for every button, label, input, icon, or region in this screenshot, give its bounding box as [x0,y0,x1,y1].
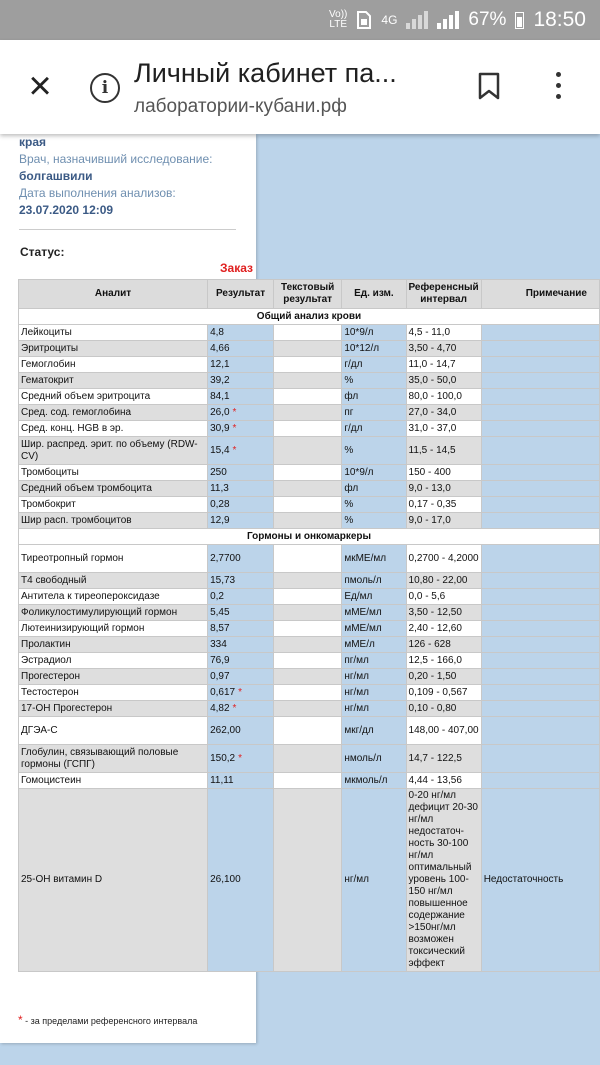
out-of-range-flag: * [232,406,237,418]
reference-interval: 4,5 - 11,0 [406,325,481,341]
col-reference: Референсный интервал [406,280,481,309]
result-cell [208,621,274,637]
unit: 10*9/л [342,465,406,481]
result-cell [208,373,274,389]
result-cell [208,573,274,589]
reference-interval: 0,2700 - 4,2000 [406,545,481,573]
analyte-name: Антитела к тиреопероксидазе [19,589,208,605]
note [481,653,599,669]
note [481,545,599,573]
table-row [19,669,600,685]
out-of-range-flag: * [232,444,237,456]
result-cell [208,773,274,789]
table-row [19,421,600,437]
text-result [274,481,342,497]
result-cell [208,421,274,437]
reference-interval: 9,0 - 17,0 [406,513,481,529]
analyte-name: Тестостерон [19,685,208,701]
text-result [274,573,342,589]
bookmark-icon[interactable] [478,72,500,100]
table-row [19,685,600,701]
result-value: 0,97 [210,670,230,682]
note [481,589,599,605]
table-row [19,405,600,421]
result-value: 4,82 [210,702,230,714]
result-value: 150,2 [210,752,236,764]
text-result [274,653,342,669]
result-cell [208,701,274,717]
results-table [18,279,600,972]
table-row [19,481,600,497]
table-row [19,437,600,465]
reference-interval: 11,5 - 14,5 [406,437,481,465]
table-row [19,513,600,529]
note [481,405,599,421]
note [481,481,599,497]
unit: Ед/мл [342,589,406,605]
section-row [19,529,600,545]
table-row [19,701,600,717]
result-cell [208,357,274,373]
analyte-name: 17-ОН Прогестерон [19,701,208,717]
result-value: 250 [210,466,227,478]
status-label: Статус: [20,245,65,259]
unit: г/дл [342,357,406,373]
result-cell [208,513,274,529]
battery-icon [515,12,524,29]
note [481,717,599,745]
signal-icon-2 [437,11,459,29]
section-row [19,309,600,325]
analyte-name: Лейкоциты [19,325,208,341]
unit: мкмоль/л [342,773,406,789]
order-info [19,134,212,219]
result-cell [208,465,274,481]
note [481,465,599,481]
analyte-name: Гемоглобин [19,357,208,373]
unit: мМЕ/л [342,637,406,653]
result-value: 0,617 [210,686,236,698]
table-row [19,745,600,773]
unit: мкг/дл [342,717,406,745]
result-cell [208,653,274,669]
note [481,773,599,789]
text-result [274,685,342,701]
col-unit: Ед. изм. [342,280,406,309]
note [481,497,599,513]
page-url[interactable]: лаборатории-кубани.рф [134,96,347,117]
battery-percent: 67% [468,9,507,30]
note [481,573,599,589]
text-result [274,465,342,481]
reference-interval: 35,0 - 50,0 [406,373,481,389]
analyte-name: Прогестерон [19,669,208,685]
analyte-name: Тромбоциты [19,465,208,481]
analyte-name: ДГЭА-С [19,717,208,745]
result-value: 11,11 [210,774,234,786]
table-row [19,465,600,481]
status-icons [329,0,586,40]
reference-interval: 148,00 - 407,00 [406,717,481,745]
footnote-text: - за пределами референсного интервала [22,1016,198,1026]
analyte-name: Пролактин [19,637,208,653]
result-value: 4,66 [210,342,230,354]
table-row [19,341,600,357]
more-menu-icon[interactable] [552,72,564,102]
reference-interval: 12,5 - 166,0 [406,653,481,669]
status-bar [0,0,600,40]
unit: нг/мл [342,685,406,701]
reference-interval: 0-20 нг/мл дефицит 20-30 нг/мл недостаточ-ность 30-100 нг/мл оптимальный уровень 100-150 нг/мл повышенное содержание >150нг/мл возможен токсический эффект [406,789,481,972]
text-result [274,421,342,437]
note [481,357,599,373]
unit: нг/мл [342,669,406,685]
result-value: 15,4 [210,444,230,456]
analyte-name: Т4 свободный [19,573,208,589]
text-result [274,789,342,972]
analyte-name: Тиреотропный гормон [19,545,208,573]
analyte-name: 25-ОН витамин D [19,789,208,972]
footnote-star: * [18,1013,23,1027]
text-result [274,497,342,513]
reference-interval: 31,0 - 37,0 [406,421,481,437]
reference-interval: 0,0 - 5,6 [406,589,481,605]
reference-interval: 14,7 - 122,5 [406,745,481,773]
close-icon[interactable]: × [28,64,52,108]
table-row [19,497,600,513]
text-result [274,389,342,405]
browser-toolbar [0,40,600,134]
analyte-name: Средний объем эритроцита [19,389,208,405]
note [481,437,599,465]
result-cell [208,717,274,745]
result-cell [208,589,274,605]
doctor-value: болгашвили [19,169,93,183]
unit: фл [342,481,406,497]
unit: пмоль/л [342,573,406,589]
signal-icon [406,11,428,29]
result-value: 8,57 [210,622,230,634]
table-row [19,589,600,605]
unit: мМЕ/мл [342,621,406,637]
result-value: 12,1 [210,358,230,370]
network-type: 4G [381,13,398,27]
reference-interval: 9,0 - 13,0 [406,481,481,497]
table-row [19,357,600,373]
unit: нг/мл [342,789,406,972]
analyte-name: Эстрадиол [19,653,208,669]
reference-interval: 80,0 - 100,0 [406,389,481,405]
reference-interval: 10,80 - 22,00 [406,573,481,589]
reference-interval: 0,10 - 0,80 [406,701,481,717]
result-value: 2,7700 [210,552,241,564]
reference-interval: 3,50 - 4,70 [406,341,481,357]
result-value: 26,100 [210,874,241,885]
info-icon[interactable]: i [90,73,120,103]
out-of-range-flag: * [238,686,243,698]
note [481,341,599,357]
result-cell [208,637,274,653]
result-value: 26,0 [210,406,230,418]
note [481,701,599,717]
note [481,325,599,341]
analyte-name: Тромбокрит [19,497,208,513]
unit: % [342,497,406,513]
result-cell [208,405,274,421]
result-value: 76,9 [210,654,230,666]
note [481,421,599,437]
result-value: 4,8 [210,326,224,338]
result-cell [208,669,274,685]
unit: 10*9/л [342,325,406,341]
analyte-name: Эритроциты [19,341,208,357]
result-cell [208,497,274,513]
reference-interval: 0,17 - 0,35 [406,497,481,513]
text-result [274,357,342,373]
result-cell [208,685,274,701]
text-result [274,437,342,465]
table-row [19,325,600,341]
reference-interval: 27,0 - 34,0 [406,405,481,421]
status-value: Заказ [220,261,253,275]
note [481,637,599,653]
out-of-range-flag: * [238,752,243,764]
table-row [19,389,600,405]
note [481,669,599,685]
text-result [274,373,342,389]
reference-interval: 4,44 - 13,56 [406,773,481,789]
volte-top: Vo)) [329,9,348,20]
unit: нг/мл [342,701,406,717]
result-cell [208,341,274,357]
result-cell [208,325,274,341]
reference-interval: 150 - 400 [406,465,481,481]
unit: % [342,437,406,465]
analyte-name: Лютеинизирующий гормон [19,621,208,637]
table-row [19,773,600,789]
unit: фл [342,389,406,405]
text-result [274,545,342,573]
text-result [274,325,342,341]
analyte-name: Шир. распред. эрит. по объему (RDW-CV) [19,437,208,465]
divider [19,229,236,230]
table-row [19,653,600,669]
unit: мкМЕ/мл [342,545,406,573]
text-result [274,405,342,421]
table-row [19,717,600,745]
clock: 18:50 [533,8,586,31]
result-value: 12,9 [210,514,230,526]
note [481,389,599,405]
analyte-name: Гематокрит [19,373,208,389]
analyte-name: Шир расп. тромбоцитов [19,513,208,529]
col-result: Результат [208,280,274,309]
analyte-name: Глобулин, связывающий половые гормоны (ГСПГ) [19,745,208,773]
unit: мМЕ/мл [342,605,406,621]
table-row [19,373,600,389]
result-cell [208,789,274,972]
col-note: Примечание [481,280,599,309]
result-value: 262,00 [210,724,241,736]
result-value: 334 [210,638,227,650]
reference-interval: 0,20 - 1,50 [406,669,481,685]
out-of-range-flag: * [232,422,237,434]
text-result [274,513,342,529]
text-result [274,701,342,717]
unit: % [342,513,406,529]
analyte-name: Фоликулостимулирующий гормон [19,605,208,621]
note [481,685,599,701]
unit: % [342,373,406,389]
unit: 10*12/л [342,341,406,357]
date-label: Дата выполнения анализов: [19,186,176,200]
col-text-result: Текстовый результат [274,280,342,309]
note [481,621,599,637]
sim-card-icon [356,11,372,29]
text-result [274,589,342,605]
note [481,373,599,389]
result-value: 0,28 [210,498,230,510]
analyte-name: Сред. сод. гемоглобина [19,405,208,421]
text-result [274,341,342,357]
date-value: 23.07.2020 12:09 [19,203,114,217]
text-result [274,717,342,745]
result-value: 84,1 [210,390,230,402]
text-result [274,669,342,685]
result-cell [208,389,274,405]
unit: г/дл [342,421,406,437]
result-cell [208,437,274,465]
analyte-name: Сред. конц. HGB в эр. [19,421,208,437]
section-title: Общий анализ крови [19,309,600,325]
note [481,745,599,773]
result-value: 11,3 [210,482,229,494]
result-value: 39,2 [210,374,230,386]
reference-interval: 126 - 628 [406,637,481,653]
reference-interval: 11,0 - 14,7 [406,357,481,373]
text-result [274,773,342,789]
table-body [19,309,600,972]
text-result [274,745,342,773]
unit: нмоль/л [342,745,406,773]
result-cell [208,605,274,621]
result-value: 5,45 [210,606,230,618]
volte-bottom: LTE [329,19,348,30]
reference-interval: 2,40 - 12,60 [406,621,481,637]
result-cell [208,745,274,773]
note [481,513,599,529]
result-value: 15,73 [210,574,236,586]
table-row [19,605,600,621]
unit: пг [342,405,406,421]
unit: пг/мл [342,653,406,669]
text-result [274,605,342,621]
note: Недостаточность [481,789,599,972]
out-of-range-flag: * [232,702,237,714]
volte-indicator [329,10,347,30]
analyte-name: Средний объем тромбоцита [19,481,208,497]
footnote [18,1013,197,1027]
result-value: 30,9 [210,422,230,434]
text-result [274,637,342,653]
result-cell [208,545,274,573]
page-title: Личный кабинет па... [134,58,397,88]
result-cell [208,481,274,497]
text-result [274,621,342,637]
result-value: 0,2 [210,590,224,602]
table-row [19,545,600,573]
table-row [19,621,600,637]
analyte-name: Гомоцистеин [19,773,208,789]
note [481,605,599,621]
table-header [19,280,600,309]
table-row [19,573,600,589]
section-title: Гормоны и онкомаркеры [19,529,600,545]
reference-interval: 3,50 - 12,50 [406,605,481,621]
table-row [19,637,600,653]
doctor-label: Врач, назначивший исследование: [19,152,213,166]
reference-interval: 0,109 - 0,567 [406,685,481,701]
col-analyte: Аналит [19,280,208,309]
region-tail: края [19,135,47,149]
table-row [19,789,600,972]
